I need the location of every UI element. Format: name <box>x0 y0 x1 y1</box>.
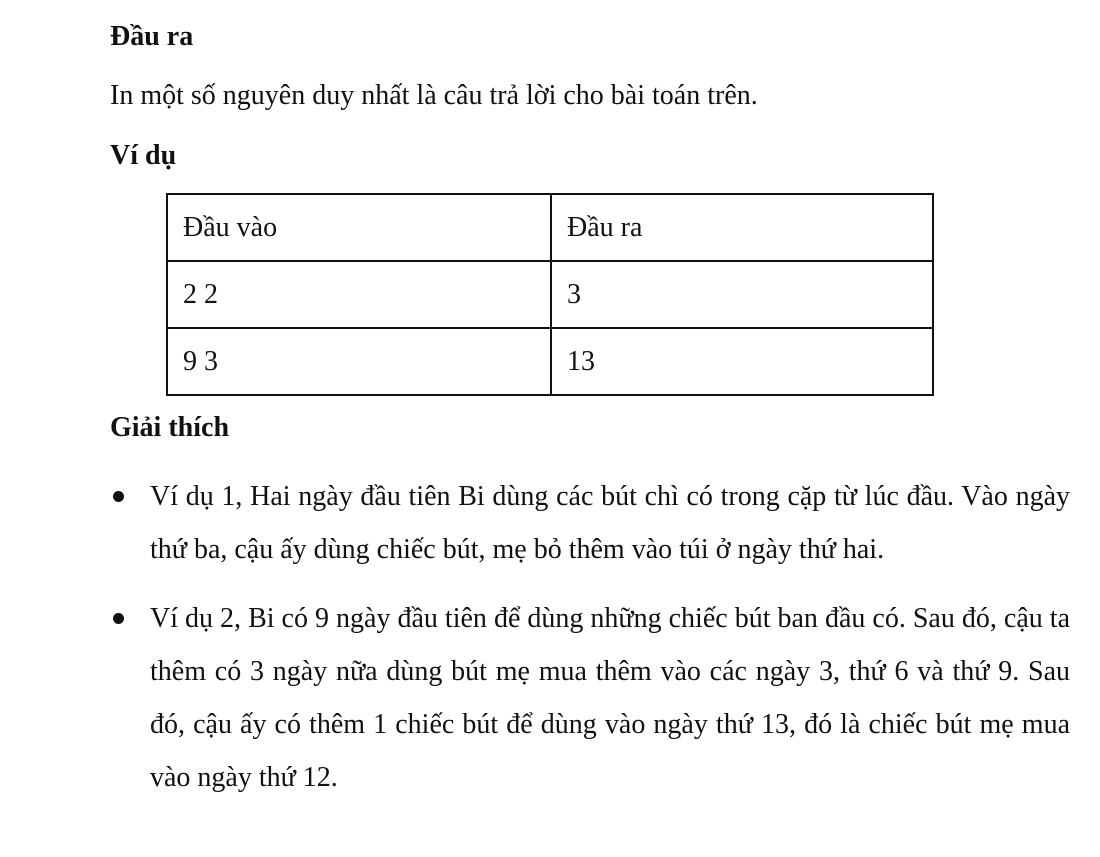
output-description: In một số nguyên duy nhất là câu trả lời cho bài toán trên. <box>110 80 758 111</box>
table-header-output: Đầu ra <box>551 194 933 261</box>
explanation-text-2: Ví dụ 2, Bi có 9 ngày đầu tiên để dùng những chiếc bút ban đầu có. Sau đó, cậu ta thêm có 3 ngày nữa dùng bút mẹ mua thêm vào các ngày 3, thứ 6 và thứ 9. Sau đó, cậu ấy có thêm 1 chiếc bút để dùng vào ngày thứ 13, đó là chiếc bút mẹ mua vào ngày thứ 12. <box>150 603 1070 793</box>
explanation-list <box>110 470 1070 804</box>
table-row <box>167 261 933 328</box>
table-header-input: Đầu vào <box>167 194 551 261</box>
explanation-text-1: Ví dụ 1, Hai ngày đầu tiên Bi dùng các bút chì có trong cặp từ lúc đầu. Vào ngày thứ ba, cậu ấy dùng chiếc bút, mẹ bỏ thêm vào túi ở ngày thứ hai. <box>150 481 1070 565</box>
bullet-icon <box>113 613 124 624</box>
table-cell-output: 13 <box>551 328 933 395</box>
table-row <box>167 328 933 395</box>
example-table <box>166 193 934 396</box>
table-header-row <box>167 194 933 261</box>
table-cell-output: 3 <box>551 261 933 328</box>
explanation-item-2 <box>110 592 1070 804</box>
example-heading: Ví dụ <box>110 140 177 171</box>
table-cell-input: 2 2 <box>167 261 551 328</box>
output-heading: Đầu ra <box>110 21 194 52</box>
table-cell-input: 9 3 <box>167 328 551 395</box>
explanation-item-1 <box>110 470 1070 576</box>
explanation-heading: Giải thích <box>110 412 230 443</box>
bullet-icon <box>113 491 124 502</box>
